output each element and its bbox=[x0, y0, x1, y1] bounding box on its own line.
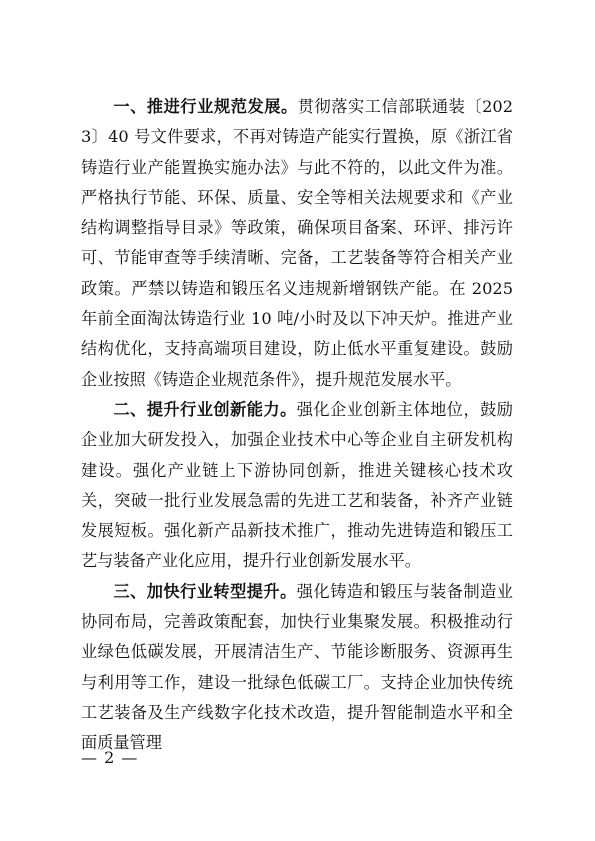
paragraph-text: 强化企业创新主体地位，鼓励企业加大研发投入，加强企业技术中心等企业自主研发机构建设。强化产业链上下游协同创新，推进关键核心技术攻关，突破一批行业发展急需的先进工艺和装备，补齐产业链发展短板。强化新产品新技术推广，推动先进铸造和锻压工艺与装备产业化应用，提升行业创新发展水平。 bbox=[81, 399, 513, 571]
document-body bbox=[81, 92, 513, 759]
paragraph-innovation-capacity bbox=[81, 395, 513, 577]
paragraph-text: 强化铸造和锻压与装备制造业协同布局，完善政策配套，加快行业集聚发展。积极推动行业绿色低碳发展，开展清洁生产、节能诊断服务、资源再生与利用等工作，建设一批绿色低碳工厂。支持企业加快传统工艺装备及生产线数字化技术改造，提升智能制造水平和全面质量管理 bbox=[81, 581, 513, 753]
page-number: — 2 — bbox=[81, 748, 139, 767]
paragraph-transformation-upgrade bbox=[81, 577, 513, 759]
paragraph-heading: 一、推进行业规范发展。 bbox=[113, 97, 298, 116]
paragraph-heading: 三、加快行业转型提升。 bbox=[113, 581, 297, 601]
paragraph-heading: 二、提升行业创新能力。 bbox=[113, 399, 297, 419]
paragraph-text: 贯彻落实工信部联通装〔2023〕40 号文件要求，不再对铸造产能实行置换，原《浙江省铸造行业产能置换实施办法》与此不符的，以此文件为准。严格执行节能、环保、质量、安全等相关法规要求和《产业结构调整指导目录》等政策，确保项目备案、环评、排污许可、节能审查等手续清晰、完备，工艺装备等符合相关产业政策。严禁以铸造和锻压名义违规新增钢铁产能。在 2025 年前全面淘汰铸造行业 10 吨/小时及以下冲天炉。推进产业结构优化，支持高端项目建设，防止低水平重复建设。鼓励企业按照《铸造企业规范条件》，提升规范发展水平。 bbox=[81, 97, 513, 389]
paragraph-industry-standardization bbox=[81, 92, 513, 395]
